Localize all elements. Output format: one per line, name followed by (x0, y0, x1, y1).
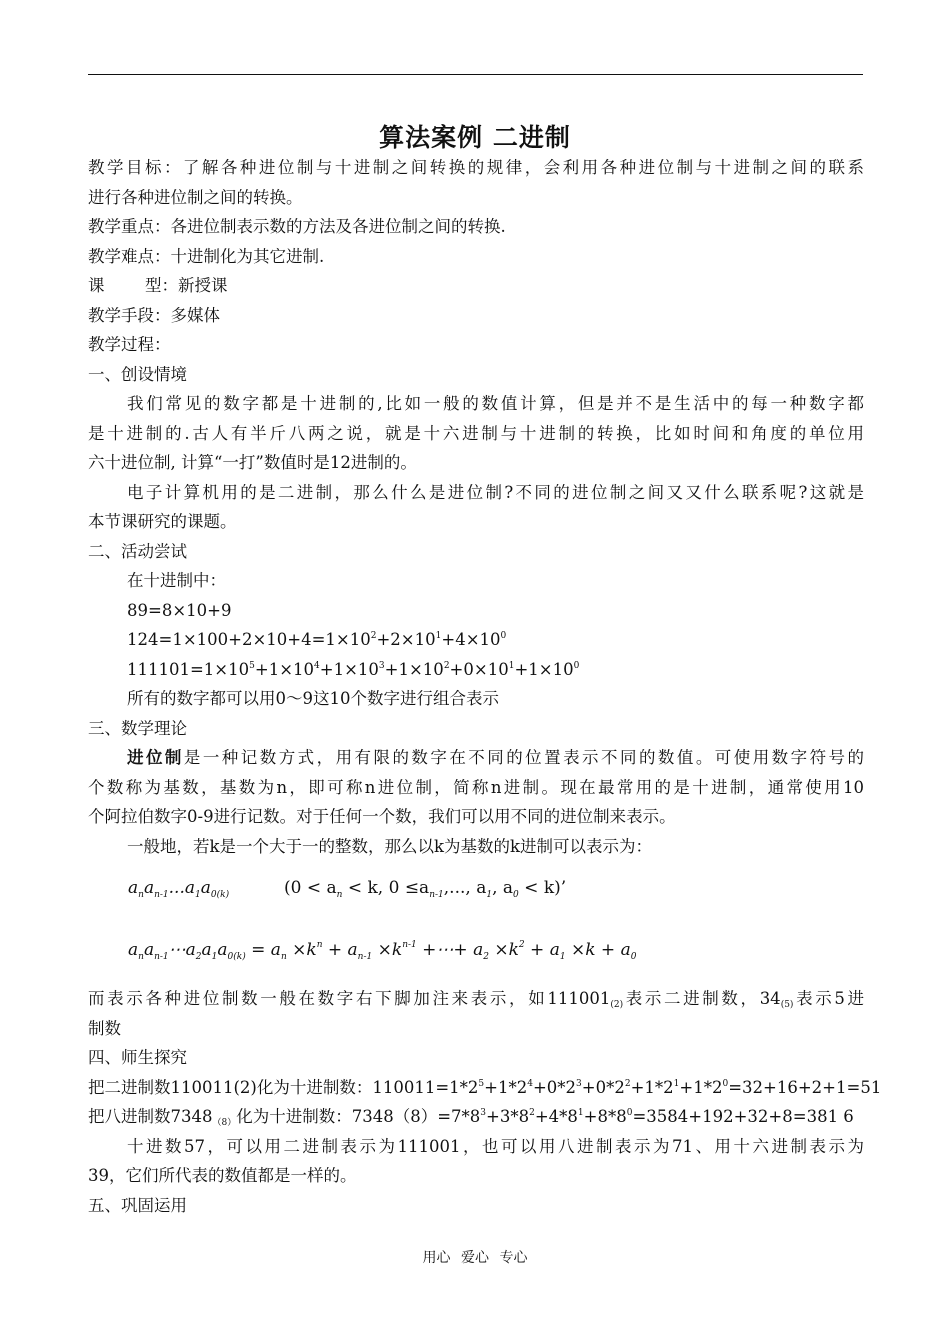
f-sup: n-1 (402, 940, 417, 950)
teaching-difficulty: 教学难点：十进制化为其它进制. (88, 246, 325, 266)
eq-text: +8*8 (583, 1107, 627, 1126)
section-heading-3: 三、数学理论 (88, 718, 187, 738)
f-sub: n (138, 952, 144, 962)
lesson-type-value: 型：新授课 (145, 276, 228, 295)
formula-expansion (128, 940, 636, 960)
f-sub: n (336, 890, 343, 900)
lesson-type (88, 271, 864, 301)
section-heading-1: 一、创设情境 (88, 364, 187, 384)
eq-text: +4*8 (534, 1107, 578, 1126)
f-text: ⋯a (168, 940, 196, 960)
f-sub: 2 (483, 952, 489, 962)
section-heading-4: 四、师生探究 (88, 1048, 187, 1067)
eq-text: =3584+192+32+8=381 6 (632, 1107, 854, 1126)
section-heading-5: 五、巩固运用 (88, 1195, 187, 1215)
f-sub: n-1 (154, 952, 169, 962)
eq-text: +1*2 (484, 1077, 528, 1097)
document-body-continued (88, 984, 882, 1220)
equation-line (88, 655, 864, 685)
eq-sup: 0 (500, 631, 507, 641)
paragraph-line: 六十进位制, 计算“一打”数值时是12进制的。 (88, 453, 417, 472)
base-subscript: （8） (212, 1118, 237, 1128)
eq-text: +3*8 (486, 1107, 530, 1126)
paragraph-line: 39，它们所代表的数值都是一样的。 (88, 1166, 357, 1185)
teaching-key-point: 教学重点：各进位制表示数的方法及各进位制之间的转换. (88, 217, 506, 236)
formula-range (284, 878, 566, 898)
f-text: (0 < a (284, 878, 337, 898)
f-sub: 1 (211, 952, 218, 962)
eq-sup: 0 (722, 1078, 729, 1089)
f-sub: 0 (513, 890, 519, 900)
paragraph-line: 个数称为基数，基数为n，即可称n进位制，简称n进制。现在最常用的是十进制，通常使用10 (88, 777, 864, 797)
paragraph-line (88, 743, 864, 773)
eq-text: +1×10 (384, 659, 444, 679)
teaching-means: 教学手段：多媒体 (88, 305, 220, 325)
paragraph-text: 是一种记数方式，用有限的数字在不同的位置表示不同的数值。可使用数字符号的 (183, 748, 865, 767)
eq-sup: 3 (378, 660, 385, 671)
eq-sup: 2 (370, 631, 377, 641)
f-text: ×k (286, 940, 317, 960)
eq-text: +1×10 (254, 659, 315, 679)
paragraph-line: 十进数57，可以用二进制表示为111001，也可以用八进制表示为71、用十六进制表示为 (127, 1136, 864, 1156)
f-text: a (143, 878, 155, 898)
paragraph-line: 所有的数字都可以用0～9这10个数字进行组合表示 (127, 689, 499, 708)
paragraph-text: 而表示各种进位制数一般在数字右下脚加注来表示，如111001 (88, 989, 611, 1008)
eq-text: 124=1×100+2×10+4=1×10 (127, 630, 371, 649)
f-text: ×k (372, 940, 403, 960)
f-text: ×k (488, 940, 519, 960)
term-highlight: 进位制 (127, 748, 184, 767)
f-sub: 1 (195, 890, 201, 900)
f-text: < k, 0 ≤a (342, 878, 430, 898)
f-text: ,..., a (443, 878, 487, 898)
paragraph-line: 个阿拉伯数字0-9进行记数。对于任何一个数，我们可以用不同的进位制来表示。 (88, 807, 676, 826)
f-text: a (128, 878, 139, 898)
eq-sup: 4 (527, 1078, 533, 1089)
f-sup: n (316, 940, 323, 950)
teaching-goal-cont: 进行各种进位制之间的转换。 (88, 187, 303, 207)
equation-line (88, 625, 864, 655)
eq-text: 化为十进制数：7348（8）=7*8 (236, 1107, 481, 1126)
f-text: a (128, 940, 139, 960)
f-text: a (217, 940, 228, 960)
f-sub: n-1 (429, 890, 444, 900)
eq-sup: 1 (673, 1078, 680, 1089)
eq-sup: 0 (573, 660, 580, 671)
f-text: = a (245, 940, 281, 960)
f-text: , a (492, 878, 514, 898)
f-sub: 0(k) (210, 890, 230, 900)
eq-sup: 1 (577, 1108, 584, 1118)
eq-sup: 4 (314, 660, 320, 671)
eq-sup: 3 (576, 1078, 582, 1089)
paragraph-line: 一般地，若k是一个大于一的整数，那么以k为基数的k进制可以表示为： (127, 836, 652, 856)
f-sub: n (280, 952, 287, 962)
f-sub: 1 (559, 952, 566, 962)
document-body (88, 153, 864, 861)
f-sub: n-1 (154, 890, 169, 900)
eq-text: +1×10 (514, 659, 574, 679)
f-sup: 2 (518, 940, 525, 950)
equation-line: 89=8×10+9 (127, 600, 232, 620)
f-text: +⋯+ a (416, 940, 484, 960)
base-subscript: (5) (780, 1000, 794, 1010)
eq-text: +1*2 (630, 1077, 674, 1097)
eq-sup: 1 (508, 660, 515, 671)
eq-text: 把八进制数7348 (88, 1107, 213, 1126)
f-sub: n (138, 890, 144, 900)
paragraph-text: 表示5进 (793, 989, 864, 1008)
paragraph-line (88, 984, 864, 1014)
f-text: a (201, 940, 212, 960)
paragraph-line: 我们常见的数字都是十进制的,比如一般的数值计算，但是并不是生活中的每一种数字都 (127, 394, 864, 413)
eq-text: +1*2 (679, 1077, 723, 1097)
eq-text: +1×10 (319, 659, 379, 679)
eq-sup: 2 (443, 660, 450, 671)
eq-sup: 5 (478, 1078, 485, 1089)
paragraph-line: 是十进制的.古人有半斤八两之说，就是十六进制与十进制的转换，比如时间和角度的单位用 (88, 423, 864, 443)
eq-text: 把二进制数110011(2)化为十进制数：110011=1*2 (88, 1077, 479, 1097)
eq-sup: 3 (480, 1108, 487, 1118)
lesson-type-label: 课 (88, 276, 105, 295)
paragraph-line: 本节课研究的课题。 (88, 512, 237, 531)
paragraph-line: 电子计算机用的是二进制，那么什么是进位制?不同的进位制之间又又什么联系呢?这就是 (127, 482, 864, 502)
equation-line (88, 1073, 882, 1103)
eq-text: +4×10 (441, 630, 501, 649)
base-subscript: (2) (610, 1000, 624, 1010)
section-heading-2: 二、活动尝试 (88, 541, 187, 561)
document-title: 算法案例 二进制 (379, 123, 571, 152)
f-sub: 0 (630, 952, 637, 962)
paragraph-line: 制数 (88, 1018, 121, 1038)
f-text: ×k + a (565, 940, 631, 960)
equation-line (88, 1102, 864, 1132)
eq-text: 111101=1×10 (127, 659, 250, 679)
f-sub: 2 (195, 952, 202, 962)
f-text: a (200, 878, 211, 898)
paragraph-line: 在十进制中： (127, 571, 226, 590)
eq-sup: 1 (435, 631, 442, 641)
f-sub: n-1 (357, 952, 373, 962)
teaching-process: 教学过程： (88, 335, 171, 354)
eq-sup: 2 (624, 1078, 631, 1089)
f-sub: 1 (486, 890, 493, 900)
eq-text: =32+16+2+1=51 (728, 1077, 882, 1097)
teaching-goal: 教学目标：了解各种进位制与十进制之间转换的规律，会利用各种进位制与十进制之间的联系 (88, 158, 864, 177)
eq-text: +2×10 (376, 630, 436, 649)
header-rule (88, 74, 863, 75)
eq-text: +0×10 (449, 659, 509, 679)
f-text: + a (524, 940, 560, 960)
f-text: < k) (518, 878, 561, 898)
f-text: ...a (168, 878, 196, 898)
eq-sup: 5 (249, 660, 255, 671)
eq-sup: 2 (529, 1108, 535, 1118)
formula-k-base-notation (128, 878, 567, 900)
eq-sup: 0 (626, 1108, 633, 1118)
f-sub: 0(k) (227, 952, 246, 962)
eq-text: +0*2 (532, 1077, 577, 1097)
f-text: + a (322, 940, 358, 960)
f-text: ’ (560, 878, 567, 898)
page-footer: 用心 爱心 专心 (422, 1250, 528, 1266)
f-text: a (143, 940, 155, 960)
eq-text: +0*2 (581, 1077, 625, 1097)
paragraph-text: 表示二进制数，34 (623, 989, 781, 1008)
